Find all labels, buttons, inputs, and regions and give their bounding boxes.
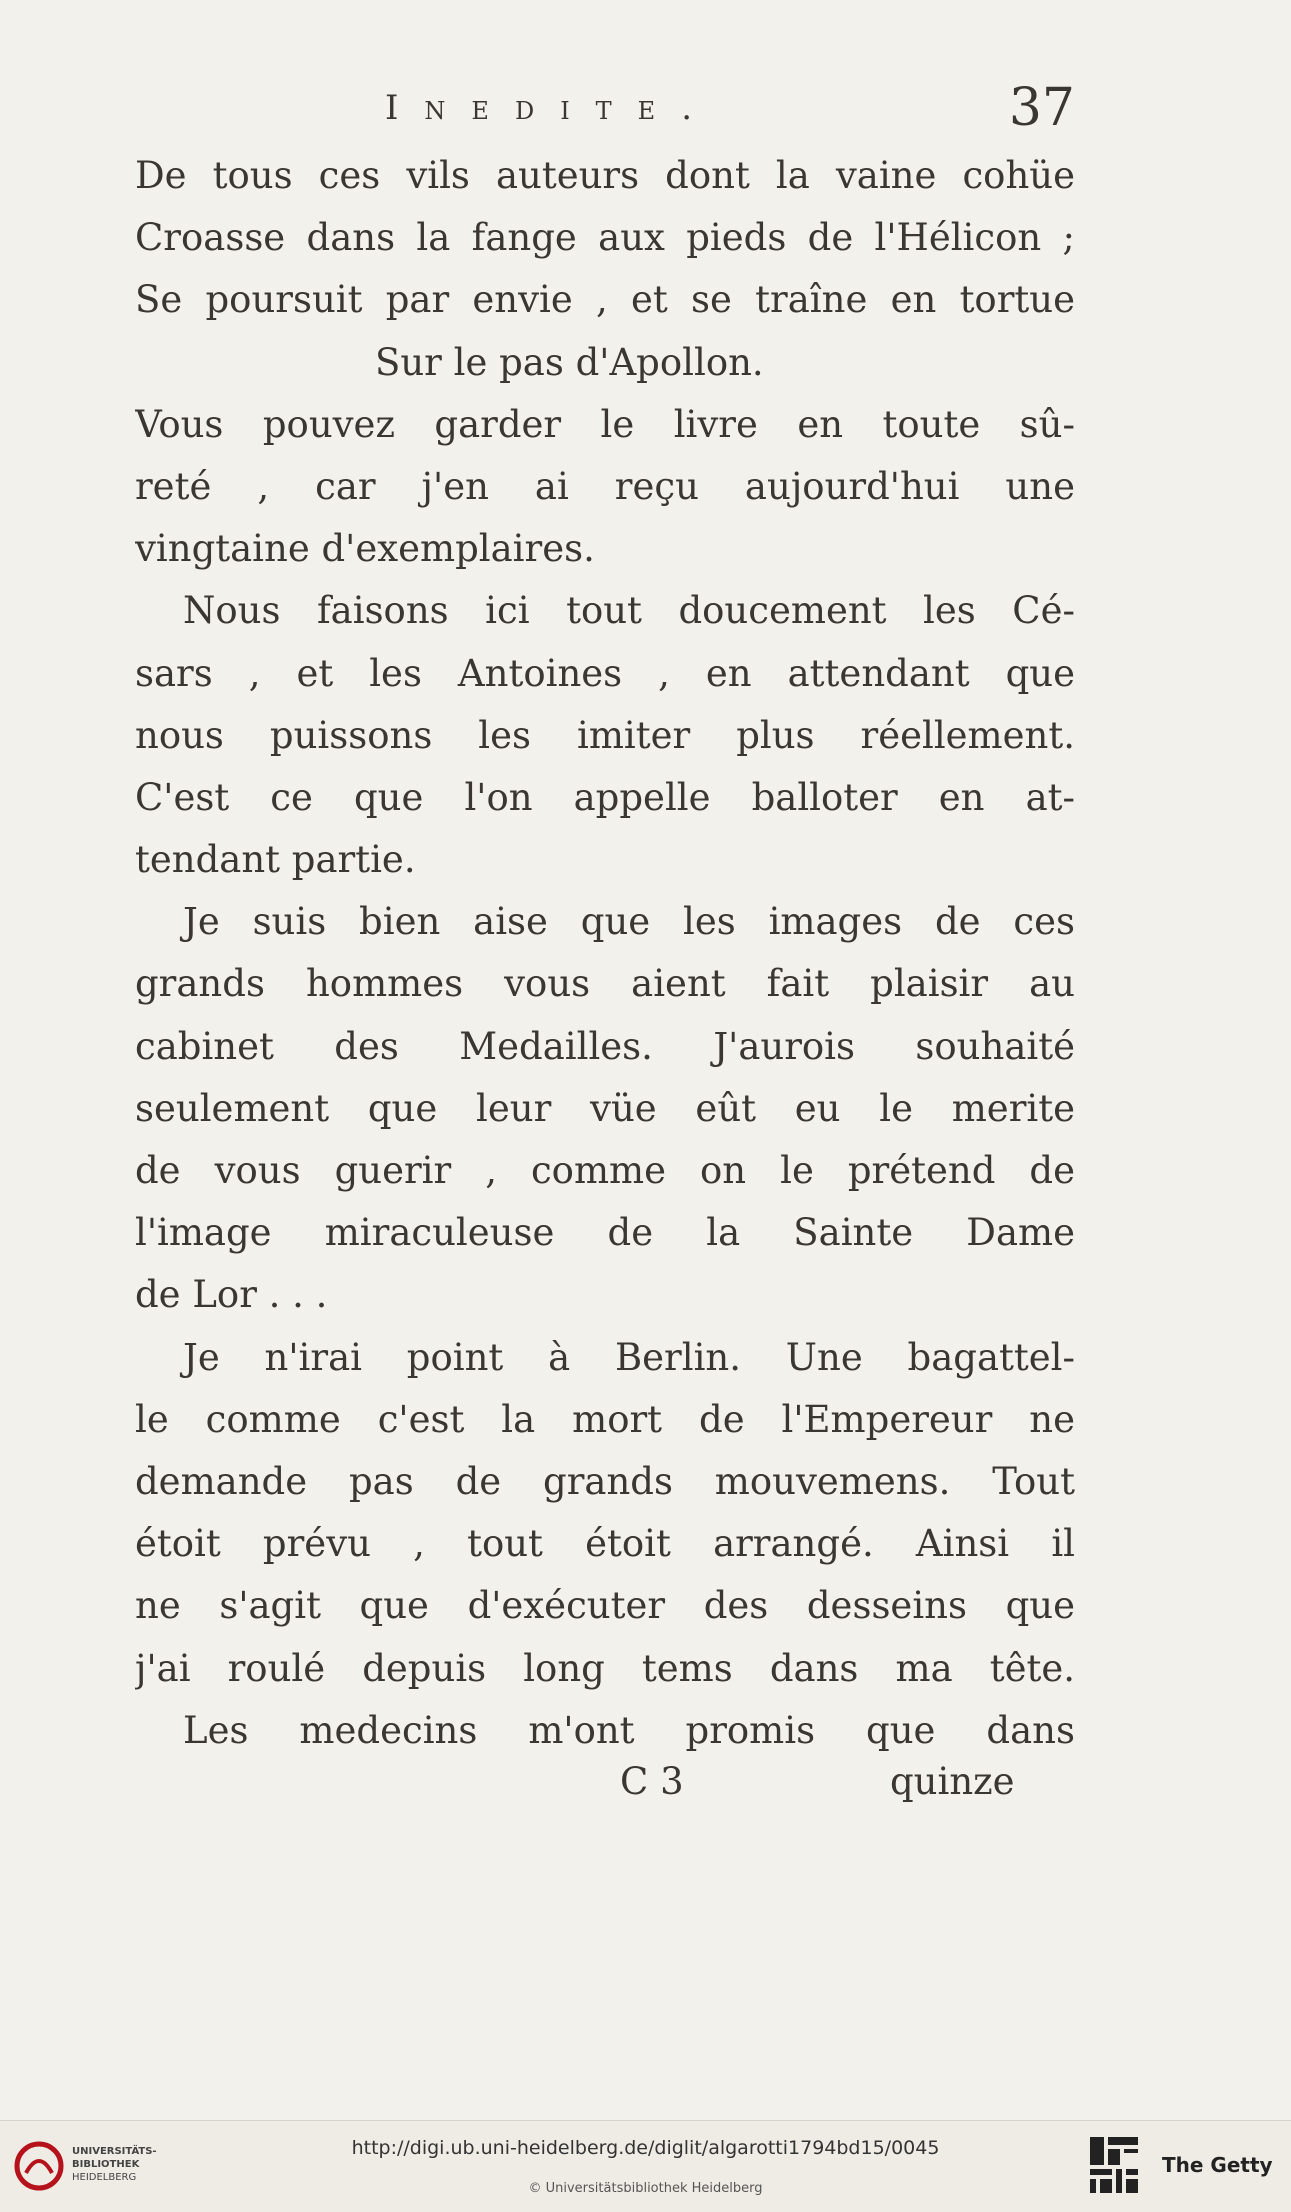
- text-line: l'image miraculeuse de la Sainte Dame: [135, 1211, 1075, 1255]
- logo-line-3: HEIDELBERG: [72, 2172, 137, 2183]
- text-line: de vous guerir , comme on le prétend de: [135, 1149, 1075, 1192]
- text-line: Je suis bien aise que les images de ces: [183, 900, 1075, 944]
- text-line: nous puissons les imiter plus réellement.: [135, 713, 1075, 757]
- text-line: seulement que leur vüe eût eu le merite: [135, 1086, 1075, 1130]
- text-line: Vous pouvez garder le livre en toute sû-: [135, 402, 1075, 446]
- text-line: ne s'agit que d'exécuter des desseins que: [135, 1584, 1075, 1628]
- text-line: Nous faisons ici tout doucement les Cé-: [183, 589, 1075, 633]
- text-line: De tous ces vils auteurs dont la vaine cohüe: [135, 154, 1075, 197]
- text-line: reté , car j'en ai reçu aujourd'hui une: [135, 464, 1075, 508]
- running-head: Inedite.: [385, 88, 719, 128]
- text-line: j'ai roulé depuis long tems dans ma tête.: [135, 1646, 1075, 1690]
- text-line: tendant partie.: [135, 838, 416, 882]
- text-line: vingtaine d'exemplaires.: [135, 527, 595, 571]
- getty-logo-text: The Getty: [1162, 2153, 1273, 2177]
- catchword: quinze: [890, 1760, 1015, 1803]
- text-line: sars , et les Antoines , en attendant que: [135, 651, 1075, 695]
- permalink-url[interactable]: http://digi.ub.uni-heidelberg.de/diglit/algarotti1794bd15/0045: [351, 2137, 940, 2159]
- text-line: Je n'irai point à Berlin. Une bagattel-: [183, 1335, 1075, 1379]
- body-text: [135, 145, 1075, 1762]
- getty-logo-icon[interactable]: [1088, 2135, 1140, 2197]
- text-line: étoit prévu , tout étoit arrangé. Ainsi il: [135, 1522, 1075, 1566]
- text-line: de Lor . . .: [135, 1273, 328, 1317]
- logo-line-2: BIBLIOTHEK: [72, 2159, 140, 2170]
- text-line: Croasse dans la fange aux pieds de l'Hélicon ;: [135, 216, 1075, 260]
- page-header: [135, 78, 1075, 138]
- signature-mark: C 3: [620, 1760, 684, 1803]
- text-line: Se poursuit par envie , et se traîne en tortue: [135, 278, 1075, 322]
- page-number: 37: [1008, 78, 1075, 138]
- text-line: grands hommes vous aient fait plaisir au: [135, 962, 1075, 1006]
- text-line: le comme c'est la mort de l'Empereur ne: [135, 1397, 1075, 1441]
- text-line: C'est ce que l'on appelle balloter en at-: [135, 775, 1075, 819]
- viewer-footer: [0, 2120, 1291, 2212]
- logo-line-1: UNIVERSITÄTS-: [72, 2146, 157, 2157]
- text-line: cabinet des Medailles. J'aurois souhaité: [135, 1024, 1075, 1068]
- text-line: Les medecins m'ont promis que dans: [183, 1708, 1075, 1752]
- copyright-notice: © Universitätsbibliothek Heidelberg: [528, 2181, 763, 2196]
- text-line: demande pas de grands mouvemens. Tout: [135, 1459, 1075, 1503]
- text-line: Sur le pas d'Apollon.: [375, 340, 764, 384]
